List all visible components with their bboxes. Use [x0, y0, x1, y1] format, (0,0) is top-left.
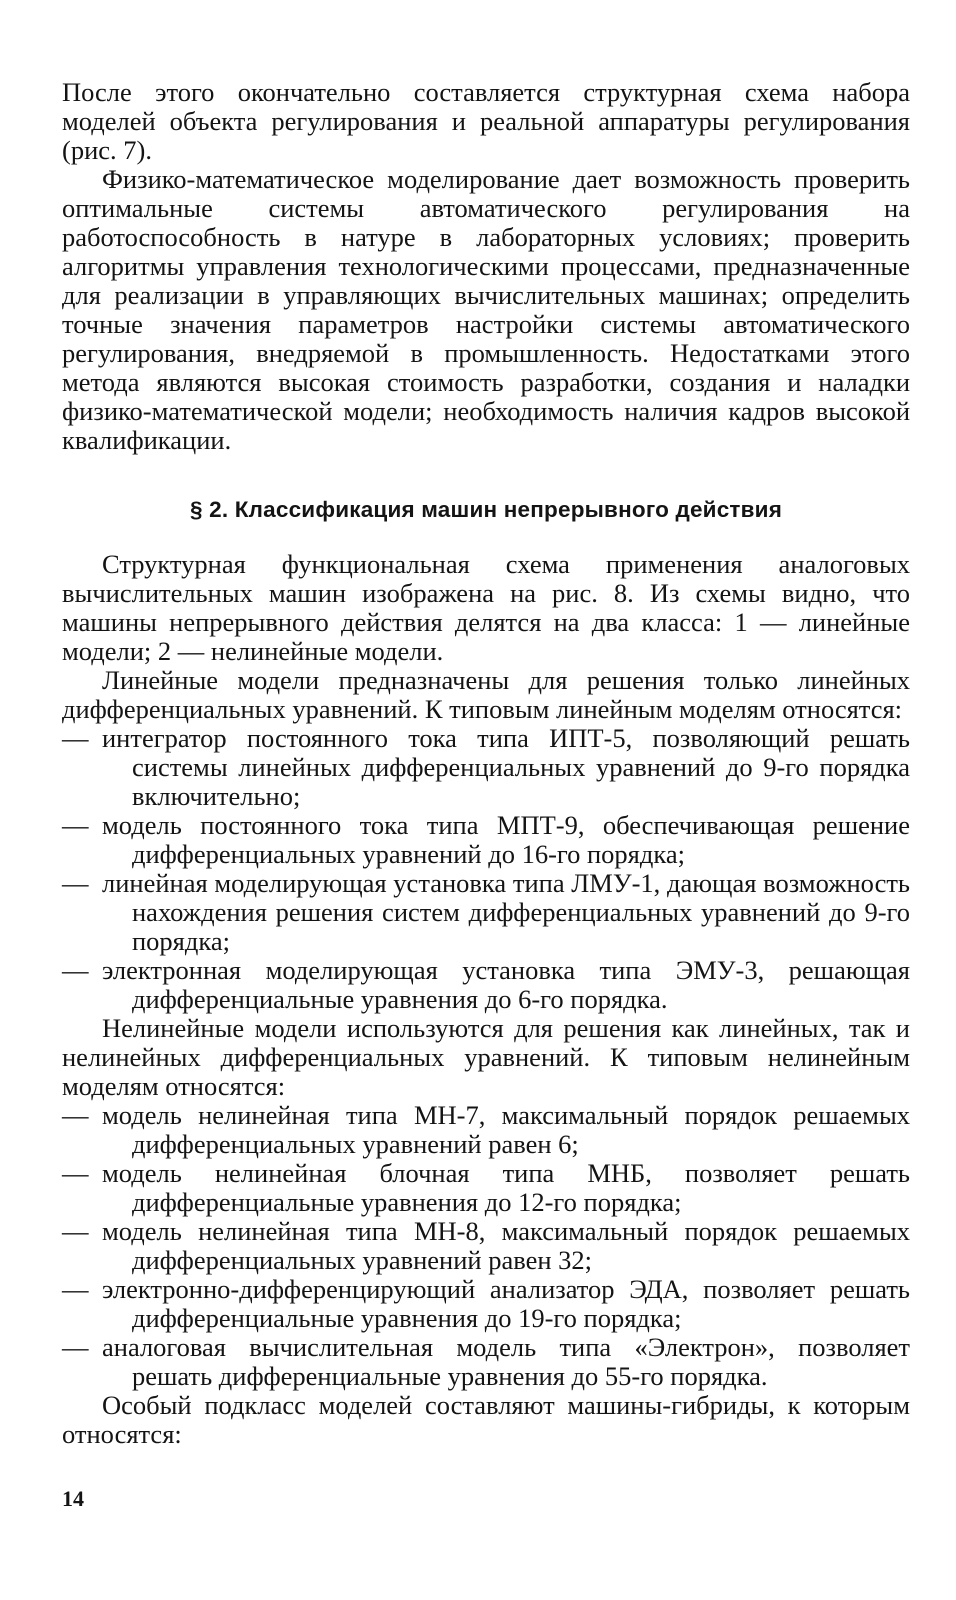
list-dash: — — [62, 1158, 89, 1188]
list-dash: — — [62, 868, 89, 898]
linear-models-list — [62, 724, 910, 1014]
list-dash: — — [62, 1332, 89, 1362]
list-item — [62, 1275, 910, 1333]
nonlinear-models-list — [62, 1101, 910, 1391]
list-item — [62, 1101, 910, 1159]
list-item-text: модель нелинейная типа МН-7, максимальный порядок решаемых дифференциальных уравнений равен 6; — [102, 1100, 910, 1159]
list-dash: — — [62, 723, 89, 753]
list-item — [62, 1333, 910, 1391]
list-dash: — — [62, 955, 89, 985]
list-dash: — — [62, 1216, 89, 1246]
paragraph-nonlinear-models: Нелинейные модели используются для решения как линейных, так и нелинейных дифференциальных уравнений. К типовым нелинейным моделям относятся: — [62, 1013, 910, 1101]
list-item-text: электронная моделирующая установка типа ЭМУ-3, решающая дифференциальные уравнения до 6-го порядка. — [102, 955, 910, 1014]
paragraph-physical-math-modeling: Физико-математическое моделирование дает возможность проверить оптимальные системы автоматического регулирования на работоспособность в натуре в лабораторных условиях; проверить алгоритмы управления технологическими процессами, предназначенные для реализации в управляющих вычислительных машинах; определить точные значения параметров настройки системы автоматического регулирования, внедряемой в промышленность. Недостатками этого метода являются высокая стоимость разработки, создания и наладки физико-математической модели; необходимость наличия кадров высокой квалификации. — [62, 164, 910, 455]
list-item — [62, 811, 910, 869]
list-item — [62, 869, 910, 956]
list-item-text: модель нелинейная типа МН-8, максимальный порядок решаемых дифференциальных уравнений равен 32; — [102, 1216, 910, 1275]
list-item-text: линейная моделирующая установка типа ЛМУ-1, дающая возможность нахождения решения систем дифференциальных уравнений до 9-го порядка; — [102, 868, 910, 956]
list-item — [62, 1159, 910, 1217]
list-item — [62, 724, 910, 811]
paragraph-intro: Структурная функциональная схема применения аналоговых вычислительных машин изображена на рис. 8. Из схемы видно, что машины непрерывного действия делятся на два класса: 1 — линейные модели; 2 — нелинейные модели. — [62, 549, 910, 666]
section-heading: § 2. Классификация машин непрерывного действия — [189, 497, 783, 522]
list-dash: — — [62, 1100, 89, 1130]
list-item-text: электронно-дифференцирующий анализатор ЭДА, позволяет решать дифференциальные уравнения до 19-го порядка; — [102, 1274, 910, 1333]
list-dash: — — [62, 810, 89, 840]
list-item — [62, 956, 910, 1014]
paragraph-hybrid-machines: Особый подкласс моделей составляют машины-гибриды, к которым относятся: — [62, 1390, 910, 1449]
list-dash: — — [62, 1274, 89, 1304]
page-number: 14 — [62, 1486, 84, 1511]
page-body — [62, 78, 910, 1449]
list-item-text: интегратор постоянного тока типа ИПТ-5, позволяющий решать системы линейных дифференциальных уравнений до 9-го порядка включительно; — [102, 723, 910, 811]
list-item-text: модель постоянного тока типа МПТ-9, обеспечивающая решение дифференциальных уравнений до 16-го порядка; — [102, 810, 910, 869]
paragraph-linear-models: Линейные модели предназначены для решения только линейных дифференциальных уравнений. К типовым линейным моделям относятся: — [62, 665, 910, 724]
list-item — [62, 1217, 910, 1275]
paragraph-structural-scheme: После этого окончательно составляется структурная схема набора моделей объекта регулирования и реальной аппаратуры регулирования (рис. 7). — [62, 77, 910, 165]
list-item-text: аналоговая вычислительная модель типа «Электрон», позволяет решать дифференциальные уравнения до 55-го порядка. — [102, 1332, 910, 1391]
list-item-text: модель нелинейная блочная типа МНБ, позволяет решать дифференциальные уравнения до 12-го порядка; — [102, 1158, 910, 1217]
